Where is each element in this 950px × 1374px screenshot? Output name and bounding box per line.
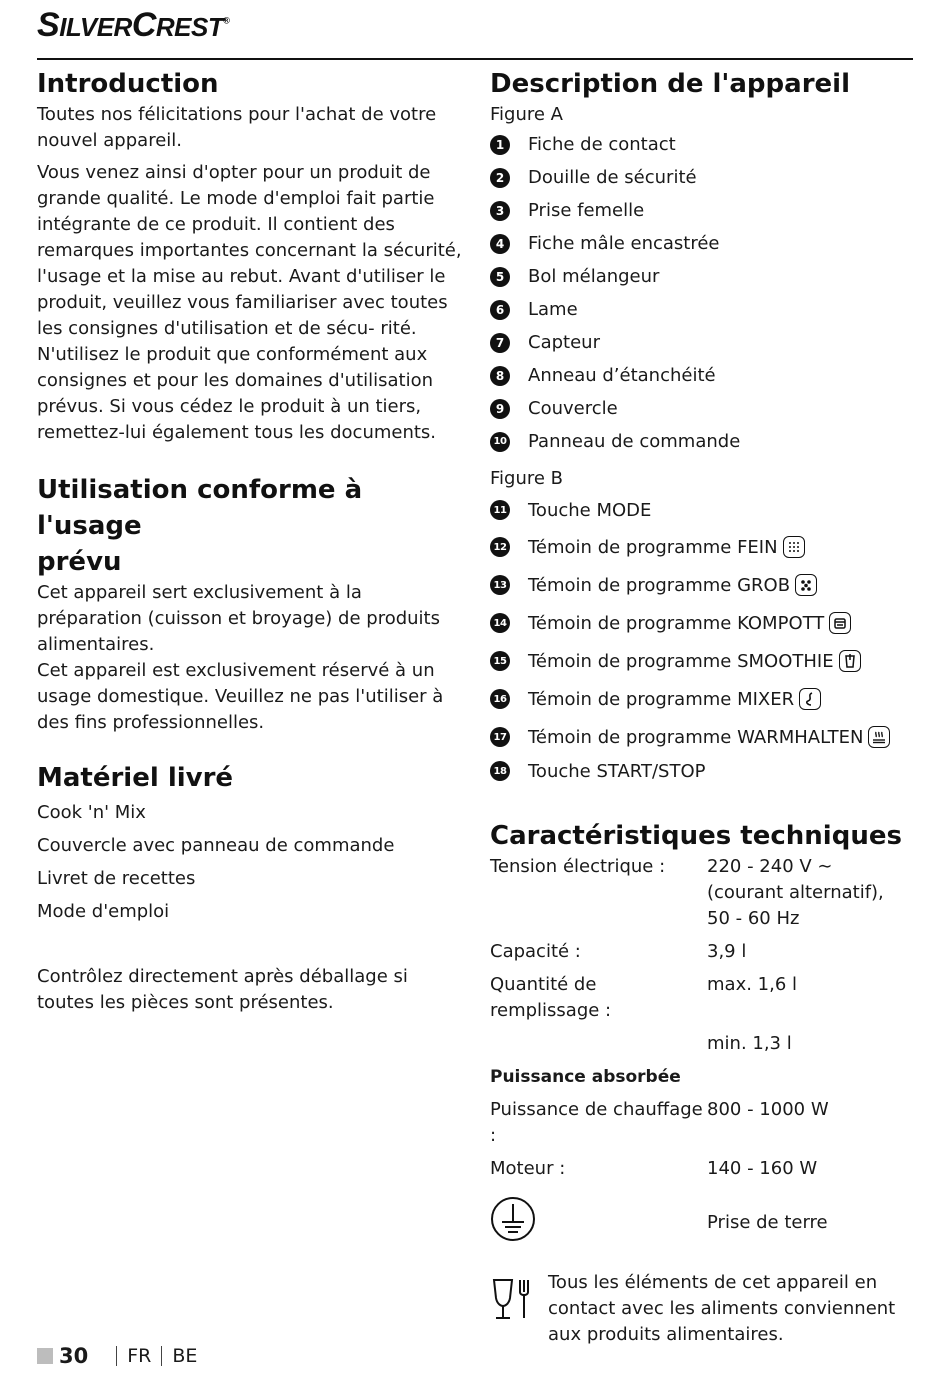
spec-capacity: Capacité : 3,9 l [490, 941, 747, 962]
parts-list-a [490, 128, 915, 458]
number-badge: 3 [490, 201, 510, 221]
number-badge: 6 [490, 300, 510, 320]
spec-voltage: Tension électrique : 220 - 240 V ∼ (courant alternatif), 50 - 60 Hz [490, 856, 884, 929]
number-badge: 4 [490, 234, 510, 254]
delivery-item: Cook 'n' Mix [37, 802, 146, 823]
list-item: 1 Fiche de contact [490, 128, 915, 161]
divider [116, 1346, 117, 1366]
number-badge: 1 [490, 135, 510, 155]
specs-heading: Caractéristiques techniques [490, 821, 902, 851]
list-item: 13 Témoin de programme GROB [490, 566, 915, 604]
footer-square [37, 1348, 53, 1364]
right-column [490, 66, 915, 1348]
parts-list-b [490, 492, 915, 786]
list-item: 6 Lame [490, 293, 915, 326]
page-footer [37, 1344, 197, 1368]
list-item: 11 Touche MODE [490, 492, 915, 528]
header-rule [37, 58, 913, 60]
list-item: 8 Anneau d’étanchéité [490, 359, 915, 392]
divider [161, 1346, 162, 1366]
number-badge: 11 [490, 500, 510, 520]
whisk-icon [799, 688, 821, 710]
number-badge: 5 [490, 267, 510, 287]
number-badge: 7 [490, 333, 510, 353]
number-badge: 17 [490, 727, 510, 747]
left-column [37, 66, 465, 1016]
brand-logo: SILVERCREST® [37, 6, 230, 44]
coarse-dots-icon [795, 574, 817, 596]
language-fr: FR [127, 1345, 152, 1367]
number-badge: 12 [490, 537, 510, 557]
language-be: BE [172, 1345, 198, 1367]
delivery-list [37, 796, 465, 928]
number-badge: 13 [490, 575, 510, 595]
spec-motor: Moteur : 140 - 160 W [490, 1158, 818, 1179]
list-item: 14 Témoin de programme KOMPOTT [490, 604, 915, 642]
list-item: 10 Panneau de commande [490, 425, 915, 458]
usage-paragraph-2: Cet appareil est exclusivement réservé à un usage domestique. Veuillez ne pas l'utiliser à des fins professionnelles. [37, 660, 444, 733]
number-badge: 18 [490, 761, 510, 781]
number-badge: 8 [490, 366, 510, 386]
glass-icon [839, 650, 861, 672]
food-safe-note: Tous les éléments de cet appareil en contact avec les aliments conviennent aux produits alimentaires. [490, 1270, 915, 1348]
spec-fill-min: min. 1,3 l [707, 1033, 792, 1054]
spec-ground: Prise de terre [490, 1196, 915, 1250]
figure-b-label: Figure B [490, 468, 564, 489]
usage-paragraph-1: Cet appareil sert exclusivement à la préparation (cuisson et broyage) de produits alimentaires. [37, 582, 440, 655]
food-safe-icon [490, 1274, 536, 1328]
list-item: 7 Capteur [490, 326, 915, 359]
ground-icon [490, 1226, 536, 1247]
pot-icon [829, 612, 851, 634]
delivery-item: Mode d'emploi [37, 901, 170, 922]
list-item: 12 Témoin de programme FEIN [490, 528, 915, 566]
introduction-paragraph-1: Toutes nos félicitations pour l'achat de votre nouvel appareil. [37, 104, 437, 151]
introduction-paragraph-2: Vous venez ainsi d'opter pour un produit de grande qualité. Le mode d'emploi fait partie intégrante de ce produit. Il contient des remarques importantes concernant la sécurité, l'usage et la mise au rebut. Avant d'utiliser le produit, veuillez vous familiariser avec toutes les consignes d'utilisation et de sécu- rité. N'utilisez le produit que conformément aux consignes et pour les domaines d'utilisation prévus. Si vous cédez le produit à un tiers, remettez-lui également tous les documents. [37, 162, 462, 443]
delivery-heading: Matériel livré [37, 763, 234, 793]
list-item: 4 Fiche mâle encastrée [490, 227, 915, 260]
number-badge: 2 [490, 168, 510, 188]
list-item: 3 Prise femelle [490, 194, 915, 227]
description-heading: Description de l'appareil [490, 69, 850, 99]
number-badge: 16 [490, 689, 510, 709]
list-item: 18 Touche START/STOP [490, 756, 915, 786]
usage-heading: Utilisation conforme à l'usage prévu [37, 475, 363, 577]
introduction-heading: Introduction [37, 69, 219, 99]
page-number: 30 [59, 1344, 89, 1368]
number-badge: 15 [490, 651, 510, 671]
spec-fill-max: Quantité de remplissage : max. 1,6 l [490, 974, 798, 1021]
delivery-item: Livret de recettes [37, 868, 196, 889]
delivery-check-note: Contrôlez directement après déballage si toutes les pièces sont présentes. [37, 966, 408, 1013]
list-item: 17 Témoin de programme WARMHALTEN [490, 718, 915, 756]
list-item: 16 Témoin de programme MIXER [490, 680, 915, 718]
keep-warm-icon [868, 726, 890, 748]
figure-a-label: Figure A [490, 104, 563, 125]
fine-dots-icon [783, 536, 805, 558]
list-item: 15 Témoin de programme SMOOTHIE [490, 642, 915, 680]
number-badge: 10 [490, 432, 510, 452]
delivery-item: Couvercle avec panneau de commande [37, 835, 395, 856]
list-item: 2 Douille de sécurité [490, 161, 915, 194]
list-item: 5 Bol mélangeur [490, 260, 915, 293]
number-badge: 14 [490, 613, 510, 633]
spec-power-heading: Puissance absorbée [490, 1067, 681, 1087]
number-badge: 9 [490, 399, 510, 419]
spec-heating: Puissance de chauffage : 800 - 1000 W [490, 1099, 829, 1146]
list-item: 9 Couvercle [490, 392, 915, 425]
